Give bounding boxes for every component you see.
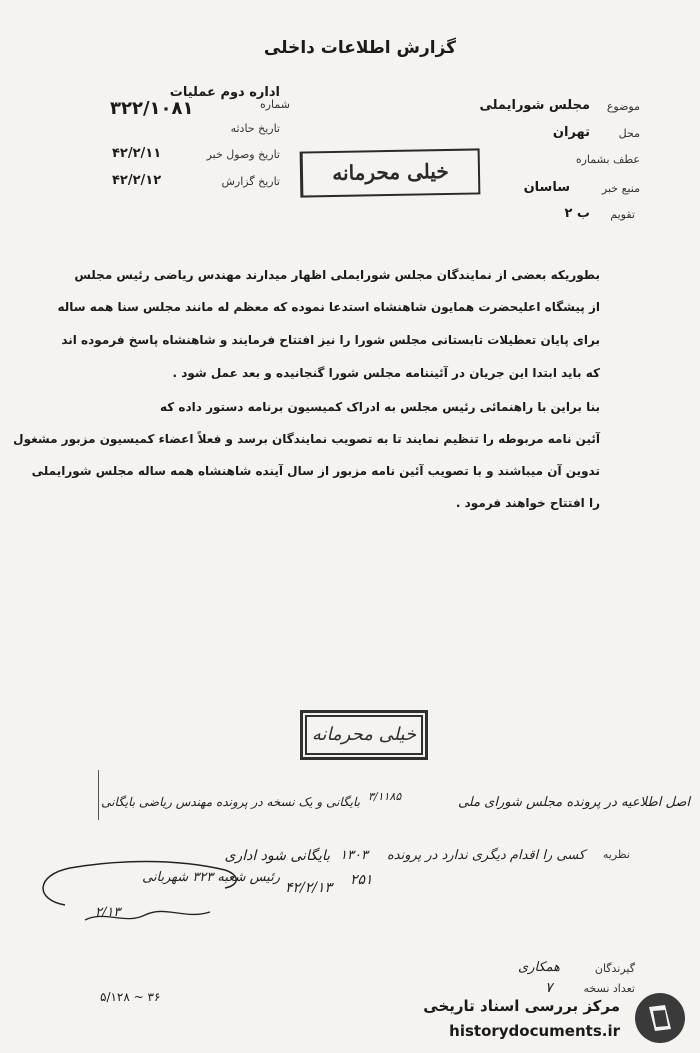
- signature-scribble: [25, 850, 255, 940]
- receipt-date-label: تاریخ وصول خبر: [206, 148, 280, 161]
- archive-logo-icon: [635, 993, 685, 1043]
- body-line: آئین نامه مربوطه را تنظیم نمایند تا به تصویب نمایندگان برسد و فعلاً اعضاء کمیسیون مزبور مشغول: [13, 432, 600, 446]
- subject-value: مجلس شورایملی: [479, 98, 590, 113]
- incident-date-label: تاریخ حادثه: [230, 122, 280, 135]
- body-line: از پیشگاه اعلیحضرت همایون شاهنشاه استدعا نموده که معظم له مانند مجلس سنا همه ساله: [57, 300, 600, 314]
- handwritten-archive: بایگانی شود اداری: [224, 848, 330, 864]
- office-name: اداره دوم عملیات: [169, 85, 280, 100]
- watermark-url: historydocuments.ir: [449, 1022, 620, 1040]
- classification-stamp-middle: خیلی محرمانه: [300, 710, 428, 760]
- recipients-label: گیرندگان: [594, 962, 635, 975]
- number-label: شماره: [259, 98, 290, 111]
- number-value: ۳۲۲/۱۰۸۱: [110, 98, 194, 119]
- copies-value: ۷: [545, 980, 553, 996]
- handwritten-note-fraction: ۳/۱۱۸۵: [368, 790, 402, 803]
- copies-label: تعداد نسخه: [583, 982, 635, 995]
- recipients-value: همکاری: [518, 960, 560, 975]
- signature-date: ۲/۱۳: [95, 905, 121, 920]
- source-value: ساسان: [523, 180, 570, 195]
- document-title: گزارش اطلاعات داخلی: [263, 38, 457, 58]
- handwritten-date: ۴۲/۲/۱۳: [285, 880, 333, 896]
- receipt-date-value: ۴۲/۲/۱۱: [112, 146, 162, 161]
- handwritten-opinion: کسی را اقدام دیگری ندارد در پرونده: [386, 848, 585, 863]
- rating-value: ب ۲: [564, 206, 590, 221]
- place-value: تهران: [552, 125, 590, 140]
- report-date-value: ۴۲/۲/۱۲: [112, 173, 162, 188]
- body-line: که باید ابتدا این جریان در آئیننامه مجلس شورا گنجانیده و بعد عمل شود .: [172, 366, 600, 380]
- body-line: بطوریکه بعضی از نمایندگان مجلس شورایملی اظهار میدارند مهندس ریاضی رئیس مجلس: [74, 268, 600, 282]
- document-code: ۵/۱۲۸ ~ ۳۶: [100, 990, 161, 1004]
- signature-name: رئیس شعبه ۳۲۳ شهربانی: [142, 870, 280, 885]
- handwritten-note-main: اصل اطلاعیه در پرونده مجلس شورای ملی: [457, 795, 690, 810]
- subject-label: موضوع: [606, 100, 640, 113]
- source-label: منبع خبر: [601, 182, 640, 195]
- classification-stamp-top: خیلی محرمانه: [300, 148, 481, 197]
- body-line: برای پایان تعطیلات تابستانی مجلس شورا را نیز افتتاح فرمایند و شاهنشاه پاسخ فرموده اند: [61, 333, 600, 347]
- handwritten-note-rest: بایگانی و یک نسخه در پرونده مهندس ریاضی بایگانی: [101, 795, 360, 809]
- watermark-title: مرکز بررسی اسناد تاریخی: [423, 997, 620, 1015]
- body-line: بنا براین با راهنمائی رئیس مجلس به ادراک کمیسیون برنامه دستور داده که: [159, 400, 600, 414]
- handwritten-number: ۲۵۱: [350, 872, 373, 888]
- report-date-label: تاریخ گزارش: [221, 175, 280, 188]
- margin-line: [98, 770, 99, 820]
- reference-label: عطف بشماره: [575, 153, 640, 166]
- handwritten-opinion-number: ۱۳۰۳: [340, 848, 368, 863]
- body-line: را افتتاح خواهند فرمود .: [455, 496, 600, 510]
- rating-label: تقویم: [610, 208, 635, 221]
- opinion-label: نظریه: [602, 848, 630, 861]
- place-label: محل: [618, 127, 640, 140]
- body-line: تدوین آن میباشند و با تصویب آئین نامه مزبور از سال آینده شاهنشاه همه ساله مجلس شورایملی: [31, 464, 600, 478]
